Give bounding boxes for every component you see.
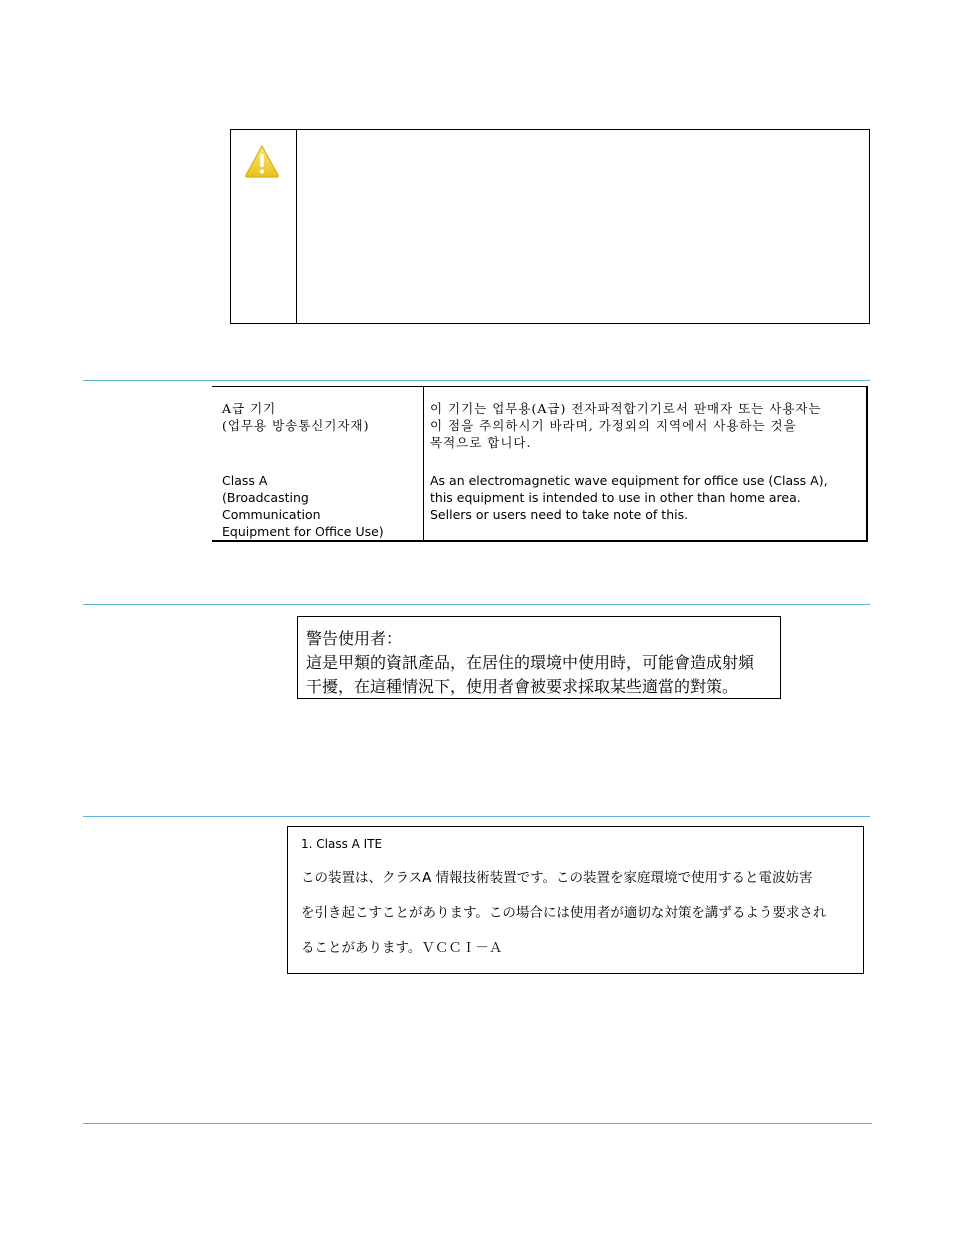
english-class-label: Class A (222, 473, 268, 488)
english-notice-line-2: this equipment is intended to use in other than home area. (430, 490, 801, 505)
section-divider-1 (83, 380, 870, 381)
korean-notice-line-1: 이 기기는 업무용(A급) 전자파적합기기로서 판매자 또는 사용자는 (430, 401, 822, 416)
korean-notice-line-3: 목적으로 합니다. (430, 435, 532, 450)
english-class-subtitle-2: Equipment for Office Use) (222, 524, 384, 539)
korean-class-subtitle: (업무용 방송통신기자재) (222, 418, 370, 433)
vcci-notice-line-2: を引き起こすことがあります。この場合には使用者が適切な対策を講ずるよう要求され (301, 905, 827, 921)
japan-vcci-notice (287, 826, 864, 974)
english-notice-line-1: As an electromagnetic wave equipment for office use (Class A), (430, 473, 828, 488)
section-divider-4 (83, 1123, 872, 1124)
table-row (212, 387, 867, 542)
korea-emc-table (212, 386, 868, 542)
english-class-subtitle-1: (Broadcasting Communication (222, 490, 321, 522)
vcci-notice-line-1: この装置は、クラスA 情報技術装置です。この装置を家庭環境で使用すると電波妨害 (301, 870, 813, 886)
vcci-notice-line-3: ることがあります。ＶＣＣＩ－Ａ (301, 940, 503, 956)
taiwan-warning-line-1: 這是甲類的資訊產品，在居住的環境中使用時，可能會造成射頻 (306, 653, 755, 672)
vcci-class-title: 1. Class A ITE (301, 837, 383, 851)
taiwan-bsmi-notice (297, 616, 781, 699)
warning-triangle-icon (244, 144, 280, 178)
taiwan-warning-heading: 警告使用者： (306, 629, 403, 648)
section-divider-3 (83, 816, 870, 817)
equipment-class-cell (212, 387, 424, 542)
section-divider-2 (83, 604, 870, 605)
korean-notice-line-2: 이 점을 주의하시기 바라며, 가정외의 지역에서 사용하는 것을 (430, 418, 797, 433)
warning-box (230, 129, 870, 324)
warning-icon-cell (231, 130, 297, 323)
english-notice-line-3: Sellers or users need to take note of this. (430, 507, 689, 522)
taiwan-warning-line-2: 干擾，在這種情況下，使用者會被要求採取某些適當的對策。 (306, 677, 739, 696)
notice-text-cell (424, 387, 868, 542)
korean-class-label: A급 기기 (222, 401, 277, 416)
